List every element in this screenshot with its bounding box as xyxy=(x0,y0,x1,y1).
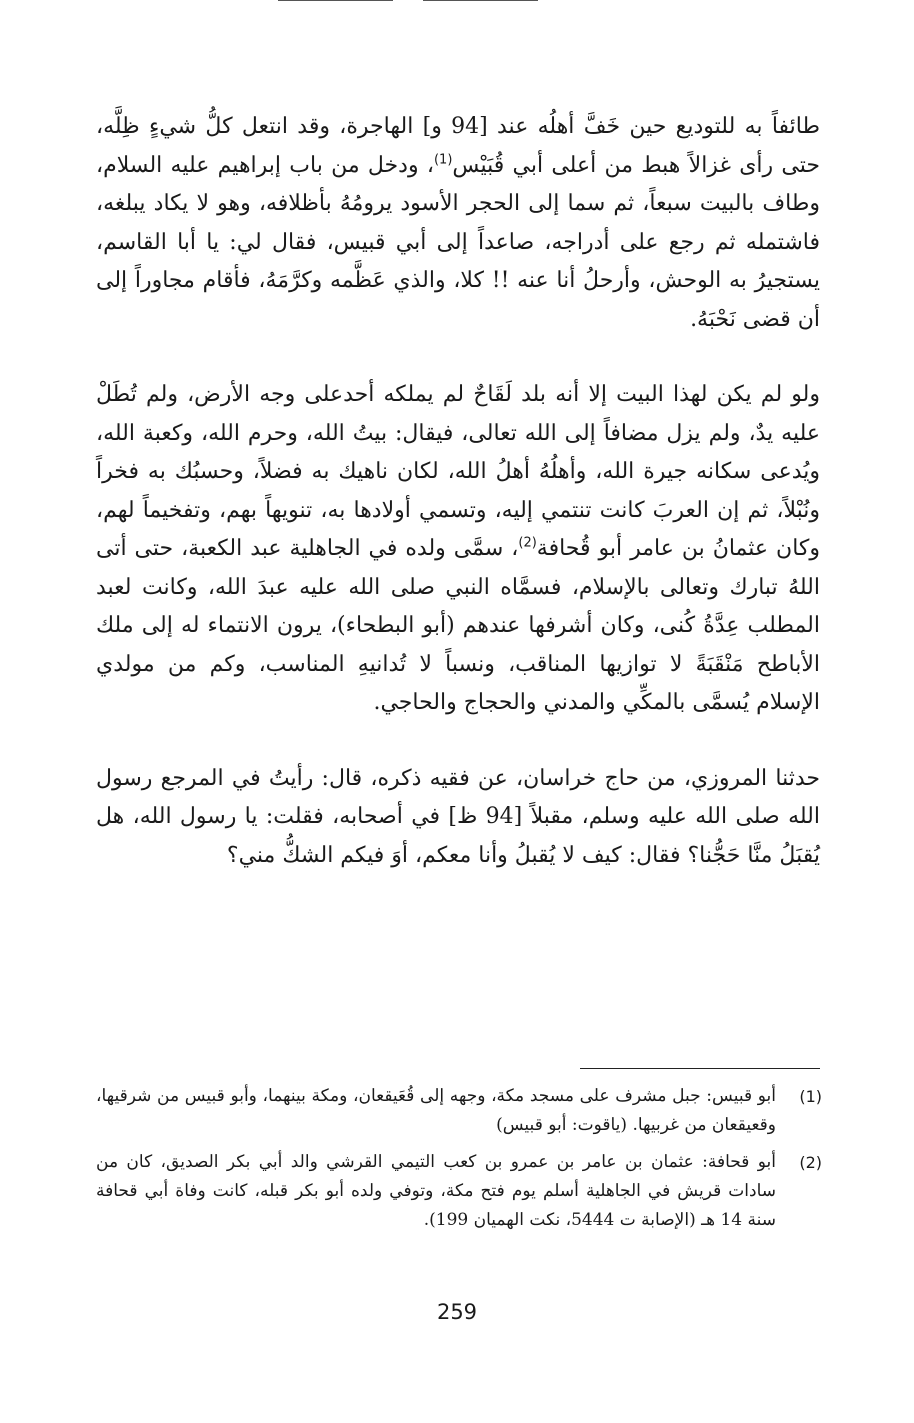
footnote-ref-2[interactable]: (2) xyxy=(518,535,537,551)
footnote-1-text: أبو قبيس: جبل مشرف على مسجد مكة، وجهه إلى قُعَيقعان، ومكة بينهما، وأبو قبيس من شرقيها، وقعيقعان من غربيها. (ياقوت: أبو قبيس) xyxy=(96,1086,776,1135)
footnote-ref-1[interactable]: (1) xyxy=(433,152,453,168)
page-number: 259 xyxy=(436,1300,478,1324)
footnotes xyxy=(96,1082,822,1243)
paragraph-2 xyxy=(96,376,820,723)
footnote-2-text: أبو قحافة: عثمان بن عامر بن عمرو بن كعب التيمي القرشي والد أبي بكر الصديق، كان من سادات قريش في الجاهلية أسلم يوم فتح مكة، وتوفي ولده أبو بكر قبله، كانت وفاة أبي قحافة سنة 14 هـ (الإصابة ت 5444، نكت الهميان 199). xyxy=(96,1152,776,1230)
main-text xyxy=(96,108,820,875)
paragraph-3-text: حدثنا المروزي، من حاج خراسان، عن فقيه ذكره، قال: رأيتُ في المرجع رسول الله صلى الله عليه وسلم، مقبلاً [94 ظ] في أصحابه، فقلت: يا رسول الله، هل يُقبَلُ منَّا حَجُّنا؟ فقال: كيف لا يُقبلُ وأنا معكم، أوَ فيكم الشكُّ مني؟ xyxy=(96,765,820,868)
footnote-2 xyxy=(96,1148,822,1235)
footnote-1-number: (1) xyxy=(799,1087,822,1106)
paragraph-2-text-a: ولو لم يكن لهذا البيت إلا أنه بلد لَقَاحٌ لم يملكه أحدعلى وجه الأرض، ولم تُطَلْ عليه يدٌ، ولم يزل مضافاً إلى الله تعالى، فيقال: بيتُ الله، وحرم الله، وكعبة الله، ويُدعى سكانه جيرة الله، وأهلُهُ أهلُ الله، لكان ناهيك به فضلاً، وحسبُك به فخراً ونُبْلاً، ثم إن العربَ كانت تنتمي إليه، وتسمي أولادها به، تنويهاً بهم، وتفخيماً لهم، وكان عثمانُ بن عامر أبو قُحافة xyxy=(96,382,820,561)
footnote-1 xyxy=(96,1082,822,1140)
paragraph-2-text-b: ، سمَّى ولده في الجاهلية عبد الكعبة، حتى أتى اللهُ تبارك وتعالى بالإسلام، فسمَّاه النبي صلى الله عليه عبدَ الله، وكانت لعبد المطلب عِدَّةُ كُنى، وكان أشرفها عندهم (أبو البطحاء)، يرون الانتماء له إلى ملك الأباطح مَنْقَبَةً لا توازيها المناقب، ونسباً لا تُدانيهِ المناسب، وكم من مولدي الإسلام يُسمَّى بالمكِّي والمدني والحجاج والحاجي. xyxy=(96,536,820,715)
paragraph-1-text-a: طائفاً به للتوديع حين خَفَّ أهلُه عند [94 و] الهاجرة، وقد انتعل كلُّ شيءٍ ظِلَّه، حتى رأى غزالاً هبط من أعلى أبي قُبَيْس xyxy=(96,114,821,178)
paragraph-3 xyxy=(96,760,820,876)
paragraph-1 xyxy=(96,108,820,339)
header-rule xyxy=(278,0,538,3)
paragraph-1-text-b: ، ودخل من باب إبراهيم عليه السلام، وطاف بالبيت سبعاً، ثم سما إلى الحجر الأسود يرومُهُ بأظلافه، وهو لا يكاد يبلغه، فاشتمله ثم رجع على أدراجه، صاعداً إلى أبي قبيس، فقال لي: يا أبا القاسم، يستجيرُ به الوحش، وأرحلُ أنا عنه !! كلا، والذي عَظَّمه وكرَّمَهُ، فأقام مجاوراً إلى أن قضى نَحْبَهُ. xyxy=(96,152,820,332)
footnote-separator xyxy=(580,1068,820,1069)
footnote-2-number: (2) xyxy=(799,1153,822,1172)
